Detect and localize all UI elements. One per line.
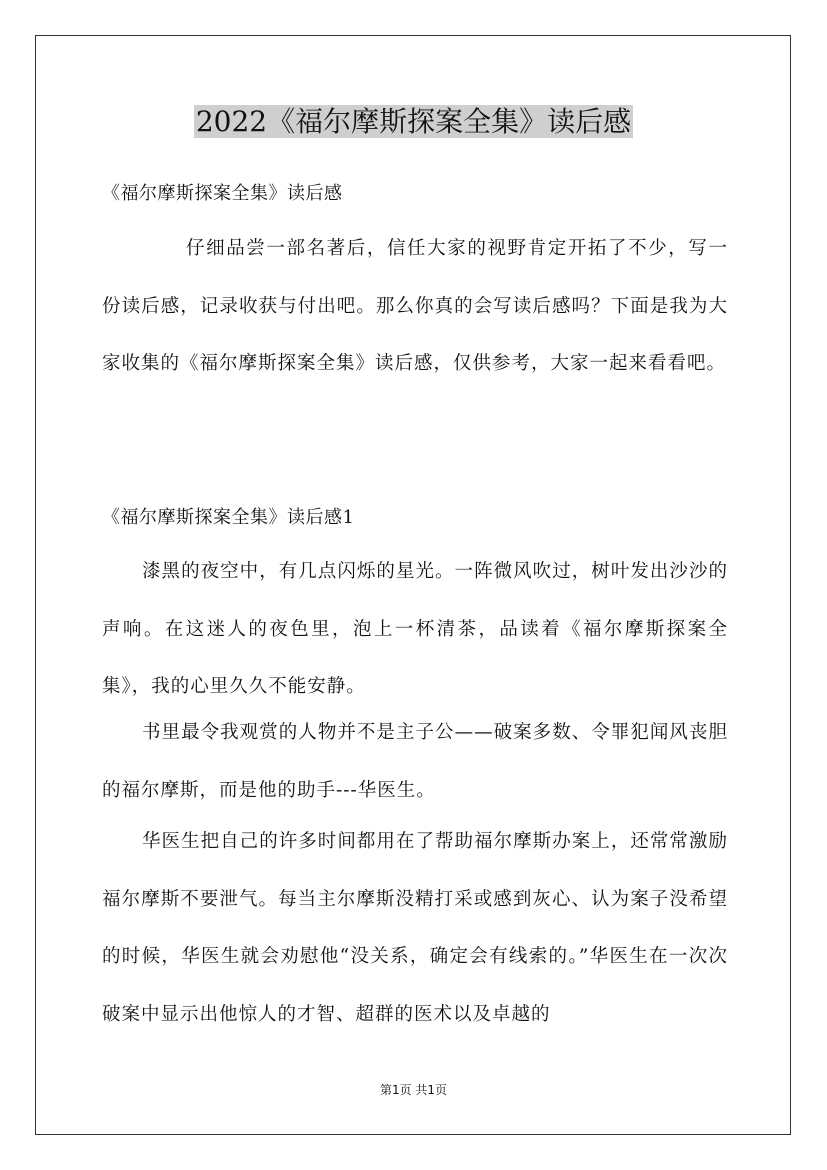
document-title-text: 2022《福尔摩斯探案全集》读后感 [195,105,632,138]
page-footer: 第1页 共1页 [379,1083,448,1097]
intro-paragraph: 仔细品尝一部名著后，信任大家的视野肯定开拓了不少，写一份读后感，记录收获与付出吧。那么你真的会写读后感吗？下面是我为大家收集的《福尔摩斯探案全集》读后感，仅供参考，大家一起来看看吧。 [102,238,728,374]
section-heading: 《福尔摩斯探案全集》读后感1 [102,507,355,528]
document-title [0,100,827,144]
body-paragraph: 漆黑的夜空中，有几点闪烁的星光。一阵微风吹过，树叶发出沙沙的声响。在这迷人的夜色里，泡上一杯清茶，品读着《福尔摩斯探案全集》，我的心里久久不能安静。 [102,561,728,697]
body-paragraph: 华医生把自己的许多时间都用在了帮助福尔摩斯办案上，还常常激励福尔摩斯不要泄气。每当主尔摩斯没精打采或感到灰心、认为案子没希望的时候，华医生就会劝慰他“没关系，确定会有线索的。”华医生在一次次破案中显示出他惊人的才智、超群的医术以及卓越的 [102,831,728,1025]
document-subtitle: 《福尔摩斯探案全集》读后感 [102,183,343,204]
body-paragraph: 书里最令我观赏的人物并不是主子公——破案多数、令罪犯闻风丧胆的福尔摩斯，而是他的助手---华医生。 [102,722,728,801]
